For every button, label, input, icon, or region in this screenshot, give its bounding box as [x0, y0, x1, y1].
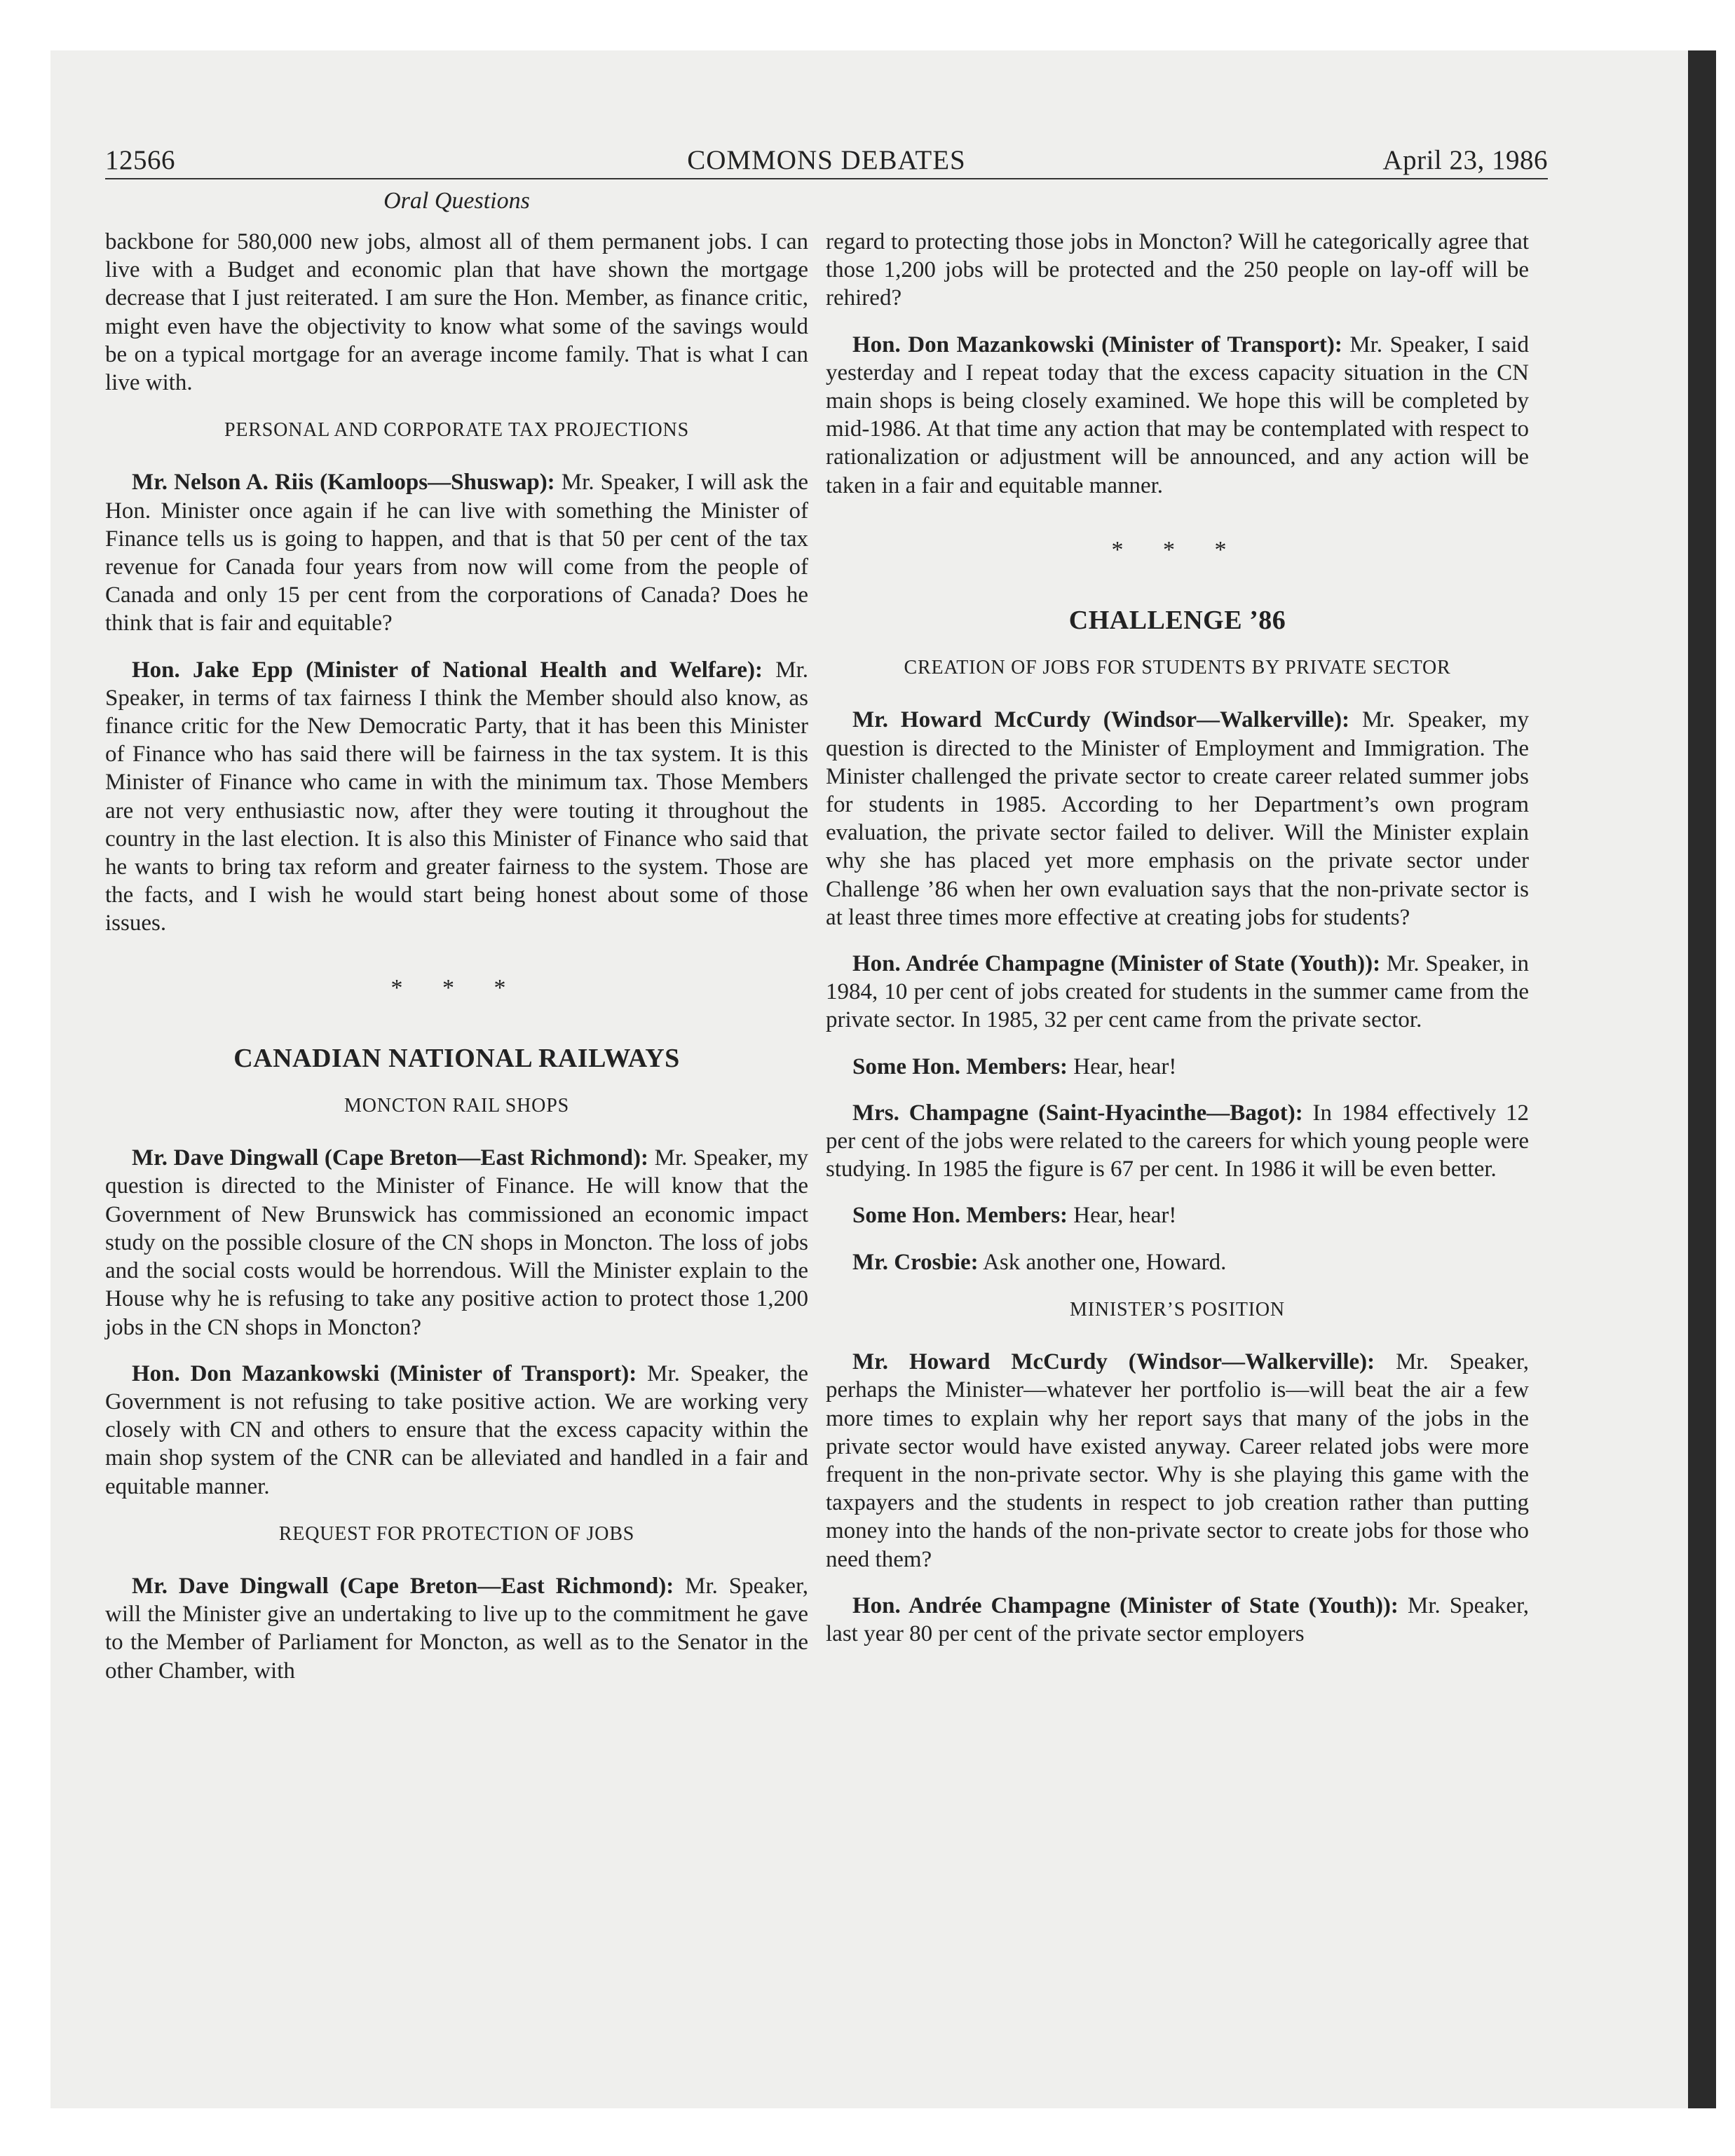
- paragraph: [105, 1360, 808, 1501]
- speech-text: Mr. Speaker, in 1984, 10 per cent of jobs created for students in the summer came from the private sector. In 1985, 32 per cent came from the private sector.: [826, 951, 1529, 1033]
- speech-text: Mr. Speaker, the Government is not refusing to take positive action. We are working very closely with CN and others to ensure that the excess capacity within the main shop system of the CNR can be alleviated and handled in a fair and equitable manner.: [105, 1360, 808, 1499]
- paragraph: [826, 706, 1529, 932]
- speech-text: Mr. Speaker, last year 80 per cent of the private sector employers: [826, 1592, 1529, 1646]
- publication-title: COMMONS DEBATES: [687, 145, 966, 175]
- speaker-name: Mr. Dave Dingwall (Cape Breton—East Richmond):: [132, 1145, 648, 1171]
- paragraph: [826, 1592, 1529, 1648]
- speech-text: Hear, hear!: [1068, 1203, 1177, 1229]
- speech-text: Hear, hear!: [1068, 1053, 1177, 1079]
- speech-text: In 1984 effectively 12 per cent of the jobs were related to the careers for which young people were studying. In 1985 the figure is 67 per cent. In 1986 it will be even better.: [826, 1100, 1529, 1182]
- subheading: MONCTON RAIL SHOPS: [344, 1095, 569, 1117]
- paragraph: [826, 1348, 1529, 1574]
- paragraph: [826, 331, 1529, 500]
- paragraph: [105, 656, 808, 938]
- section-separator: * * *: [1111, 536, 1244, 563]
- speaker-name: Mr. Howard McCurdy (Windsor—Walkerville):: [852, 707, 1350, 733]
- section-label: Oral Questions: [383, 188, 530, 214]
- section-heading: CHALLENGE ’86: [1068, 606, 1286, 636]
- speaker-name: Hon. Don Mazankowski (Minister of Transport):: [852, 332, 1342, 357]
- paragraph: [105, 468, 808, 637]
- publication-date: April 23, 1986: [1382, 145, 1548, 175]
- subheading: PERSONAL AND CORPORATE TAX PROJECTIONS: [224, 419, 689, 442]
- paragraph: regard to protecting those jobs in Moncton? Will he categorically agree that those 1,200 jobs will be protected and the 250 people on lay-off will be rehired?: [826, 229, 1529, 311]
- speaker-name: Mr. Nelson A. Riis (Kamloops—Shuswap):: [132, 470, 555, 496]
- subheading: REQUEST FOR PROTECTION OF JOBS: [278, 1522, 635, 1545]
- speech-text: Mr. Speaker, I will ask the Hon. Minister once again if he can live with something the Minister of Finance tells us is going to happen, and that is that 50 per cent of the tax revenue for Canada four years from now will come from the people of Canada and only 15 per cent from the corporations of Canada? Does he think that is fair and equitable?: [105, 470, 808, 636]
- page-number: 12566: [105, 145, 175, 175]
- paragraph: [826, 1201, 1529, 1229]
- left-column: [105, 228, 808, 1703]
- paragraph: [105, 1572, 808, 1685]
- paragraph: [826, 1099, 1529, 1184]
- speech-text: Mr. Speaker, in terms of tax fairness I think the Member should also know, as finance critic for the New Democratic Party, that it has been this Minister of Finance who has said there will be fairness in the tax system. It is this Minister of Finance who came in with the minimum tax. Those Members are not very enthusiastic now, after they were touting it throughout the country in the last election. It is also this Minister of Finance who said that he wants to bring tax reform and greater fairness to the system. Those are the facts, and I wish he would start being honest about some of those issues.: [105, 657, 808, 936]
- speaker-name: Mrs. Champagne (Saint-Hyacinthe—Bagot):: [852, 1100, 1303, 1126]
- speaker-name: Hon. Don Mazankowski (Minister of Transport):: [132, 1360, 637, 1386]
- speaker-name: Some Hon. Members:: [852, 1203, 1068, 1229]
- section-heading: CANADIAN NATIONAL RAILWAYS: [233, 1043, 680, 1073]
- speaker-name: Mr. Howard McCurdy (Windsor—Walkerville):: [852, 1349, 1375, 1375]
- speaker-name: Hon. Jake Epp (Minister of National Health and Welfare):: [132, 657, 763, 683]
- scan-dark-edge: [1688, 50, 1716, 2108]
- speaker-name: Hon. Andrée Champagne (Minister of State (Youth)):: [852, 1592, 1399, 1618]
- speech-text: Mr. Speaker, I said yesterday and I repeat today that the excess capacity situation in the CN main shops is being closely examined. We hope this will be completed by mid-1986. At that time any action that may be contemplated with respect to rationalization or adjustment will be announced, and any action will be taken in a fair and equitable manner.: [826, 332, 1529, 498]
- paragraph: [826, 1053, 1529, 1081]
- subheading: CREATION OF JOBS FOR STUDENTS BY PRIVATE SECTOR: [904, 657, 1451, 679]
- section-separator: * * *: [390, 974, 523, 1001]
- running-head: [105, 142, 1548, 176]
- speaker-name: Hon. Andrée Champagne (Minister of State (Youth)):: [852, 951, 1381, 977]
- paragraph: [826, 1248, 1529, 1276]
- speech-text: Mr. Speaker, my question is directed to the Minister of Employment and Immigration. The Minister challenged the private sector to create career related summer jobs for students in 1985. According to her Department’s own program evaluation, the private sector failed to deliver. Will the Minister explain why she has placed yet more emphasis on the private sector under Challenge ’86 when her own evaluation says that the non-private sector is at least three times more effective at creating jobs for students?: [826, 707, 1529, 930]
- paragraph: [105, 1144, 808, 1341]
- speaker-name: Mr. Dave Dingwall (Cape Breton—East Richmond):: [132, 1573, 674, 1599]
- header-rule: [105, 178, 1548, 179]
- speech-text: Mr. Speaker, my question is directed to the Minister of Finance. He will know that the Government of New Brunswick has commissioned an economic impact study on the possible closure of the CN shops in Moncton. The loss of jobs and the social costs would be horrendous. Will the Minister explain to the House why he is refusing to take any positive action to protect those 1,200 jobs in the CN shops in Moncton?: [105, 1145, 808, 1340]
- speech-text: Mr. Speaker, perhaps the Minister—whatever her portfolio is—will beat the air a few more times to explain why her report says that many of the jobs in the private sector would have existed anyway. Career related jobs were more frequent in the non-private sector. Why is she playing this game with the taxpayers and the students in respect to job creation rather than putting money into the hands of the non-private sector to create jobs for those who need them?: [826, 1349, 1529, 1572]
- paragraph: backbone for 580,000 new jobs, almost all of them permanent jobs. I can live with a Budget and economic plan that have shown the mortgage decrease that I just reiterated. I am sure the Hon. Member, as finance critic, might even have the objectivity to know what some of the savings would be on a typical mortgage for an average income family. That is what I can live with.: [105, 229, 808, 396]
- subheading: MINISTER’S POSITION: [1070, 1298, 1285, 1321]
- speaker-name: Some Hon. Members:: [852, 1053, 1068, 1079]
- speech-text: Ask another one, Howard.: [978, 1249, 1227, 1275]
- right-column: [826, 228, 1529, 1666]
- speech-text: Mr. Speaker, will the Minister give an undertaking to live up to the commitment he gave to the Member of Parliament for Moncton, as well as to the Senator in the other Chamber, with: [105, 1573, 808, 1684]
- speaker-name: Mr. Crosbie:: [852, 1249, 979, 1275]
- paragraph: [826, 950, 1529, 1035]
